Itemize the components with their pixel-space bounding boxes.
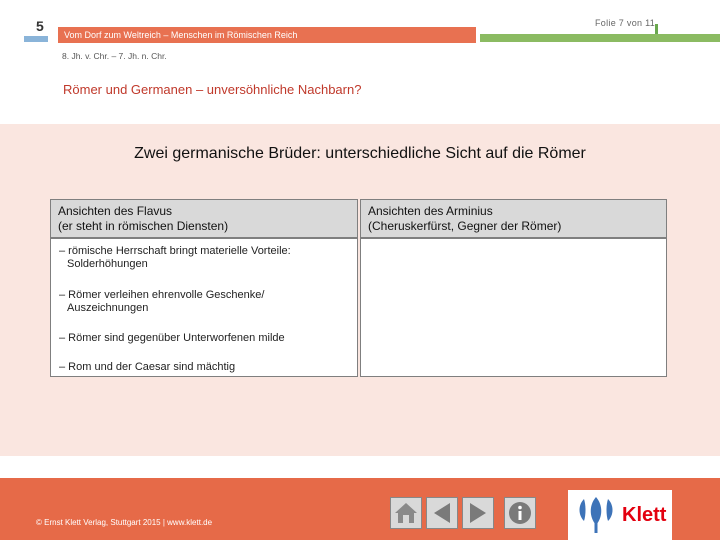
slide-heading: Zwei germanische Brüder: unterschiedliche Sicht auf die Römer bbox=[134, 145, 586, 162]
arminius-role: (Cheruskerfürst, Gegner der Römer) bbox=[368, 219, 562, 233]
list-item bbox=[59, 245, 291, 271]
list-item bbox=[59, 289, 264, 315]
klett-logo-text: Klett bbox=[622, 504, 667, 526]
slide-subtitle: Römer und Germanen – unversöhnliche Nachbarn? bbox=[63, 82, 362, 97]
flavus-header-cell bbox=[50, 199, 358, 238]
accent-bar bbox=[480, 34, 720, 42]
slide-counter: Folie 7 von 11 bbox=[595, 18, 656, 28]
info-icon bbox=[505, 498, 535, 528]
home-button[interactable] bbox=[390, 497, 422, 529]
flavus-title: Ansichten des Flavus bbox=[58, 204, 173, 218]
list-item-line: – römische Herrschaft bringt materielle Vorteile: bbox=[59, 245, 291, 257]
flavus-role: (er steht in römischen Diensten) bbox=[58, 219, 229, 233]
forward-arrow-icon bbox=[463, 498, 493, 528]
back-button[interactable] bbox=[426, 497, 458, 529]
arminius-header-text bbox=[368, 204, 561, 234]
flavus-header-text bbox=[58, 204, 228, 234]
klett-logo[interactable] bbox=[568, 490, 672, 540]
chapter-number: 5 bbox=[36, 18, 44, 34]
klett-logo-icon bbox=[574, 495, 618, 535]
home-icon bbox=[391, 498, 421, 528]
list-item bbox=[59, 361, 235, 374]
chapter-marker bbox=[24, 36, 48, 42]
date-range: 8. Jh. v. Chr. – 7. Jh. n. Chr. bbox=[62, 51, 167, 61]
arminius-views-cell[interactable] bbox=[360, 238, 667, 377]
flavus-views-cell bbox=[50, 238, 358, 377]
copyright-text: © Ernst Klett Verlag, Stuttgart 2015 | www.klett.de bbox=[36, 518, 213, 527]
arminius-title: Ansichten des Arminius bbox=[368, 204, 493, 218]
info-button[interactable] bbox=[504, 497, 536, 529]
back-arrow-icon bbox=[427, 498, 457, 528]
forward-button[interactable] bbox=[462, 497, 494, 529]
chapter-title: Vom Dorf zum Weltreich – Menschen im Römischen Reich bbox=[64, 30, 298, 40]
arminius-header-cell bbox=[360, 199, 667, 238]
list-item-line: – Römer sind gegenüber Unterworfenen milde bbox=[59, 332, 285, 344]
list-item-line: – Rom und der Caesar sind mächtig bbox=[59, 361, 236, 373]
list-item-line: Solderhöhungen bbox=[67, 258, 148, 270]
title-bar bbox=[58, 27, 476, 43]
list-item-line: Auszeichnungen bbox=[67, 302, 149, 314]
list-item-line: – Römer verleihen ehrenvolle Geschenke/ bbox=[59, 289, 265, 301]
list-item bbox=[59, 332, 285, 345]
